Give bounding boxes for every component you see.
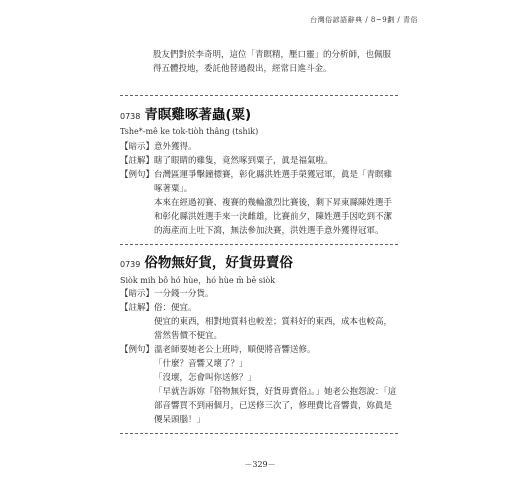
entry-title: 俗物無好貨，好貨毋賣俗 — [144, 255, 293, 271]
explain-label: 【註解】 — [120, 156, 155, 166]
explain-line: 便宜的東西，相對地質料也較差；質料好的東西，成本也較高， — [154, 317, 393, 327]
entry-heading — [120, 251, 293, 271]
entry-title: 青瞑雞啄著蟲(粟) — [144, 107, 252, 123]
example-row — [120, 343, 398, 357]
dialogue-line: 「沒壞，怎會叫你送修？」 — [154, 373, 257, 383]
example-text: 溫老師要她老公上班時，順便將音響送修。 — [154, 345, 316, 355]
section-divider — [120, 433, 398, 434]
explain-line: 當然售價不便宜。 — [154, 331, 223, 341]
example-line: 和彰化縣洪姓選手來一決雌雄，比賽前夕，陳姓選手因吃到不潔 — [154, 212, 393, 222]
example-line: 的海產而上吐下瀉，無法參加決賽，洪姓選手意外獲得冠軍。 — [154, 226, 384, 236]
dialogue-line: 「早就告訴妳『俗物無好貨，好貨毋賣俗』。」她老公抱怨說：「這 — [154, 387, 397, 397]
entry-heading — [120, 103, 251, 123]
entry-number: 0739 — [120, 260, 141, 269]
explain-text: 俗：便宜。 — [154, 303, 197, 313]
example-line: 啄著粟」。 — [154, 184, 193, 194]
example-row — [120, 168, 398, 182]
hint-label: 【暗示】 — [120, 289, 155, 299]
dialogue-line: 部音響買不到兩個月，已送修三次了，修理費比音響貴，妳眞是 — [154, 401, 393, 411]
entry-romanization: Tshe*-mê ke tok-tiòh thâng (tshik) — [120, 127, 259, 136]
example-line: 本來在經過初賽、複賽的幾輪激烈比賽後，剩下昇東縣陳姓選手 — [154, 198, 393, 208]
running-header: 台灣俗諺語辭典 / 8~9劃 / 青俗 — [310, 16, 418, 24]
hint-row — [120, 287, 398, 301]
page-number: －329－ — [244, 460, 276, 469]
explain-row — [120, 301, 398, 315]
example-line: 台灣區運爭擊鐘標賽，彰化縣洪姓選手榮獲冠軍，眞是「青瞑雞 — [154, 170, 393, 180]
hint-text: 意外獲得。 — [154, 142, 197, 152]
entry-number: 0738 — [120, 112, 141, 121]
explain-text: 瞎了眼睛的雞隻，竟然啄到粟子，眞是福氣啦。 — [154, 156, 333, 166]
intro-paragraph: 股友們對於李奇明，這位「青瞑精，壓口靈」的分析師，也佩服得五體投地，委託他替過殺出，經常日進斗金。 — [153, 50, 392, 74]
example-label: 【例句】 — [120, 345, 155, 355]
section-divider — [120, 244, 398, 245]
section-divider — [120, 95, 398, 96]
dialogue-line: 儍呆頭腦！」 — [154, 415, 206, 425]
explain-row — [120, 154, 398, 168]
entry-romanization: Siòk mih bô hó hùe，hó hùe m̄ bē siòk — [120, 276, 276, 285]
hint-text: 一分錢一分貨。 — [154, 289, 214, 299]
example-label: 【例句】 — [120, 170, 155, 180]
hint-label: 【暗示】 — [120, 142, 155, 152]
explain-label: 【註解】 — [120, 303, 155, 313]
hint-row — [120, 140, 398, 154]
dialogue-line: 「什麼？音響又壞了？」 — [154, 359, 248, 369]
